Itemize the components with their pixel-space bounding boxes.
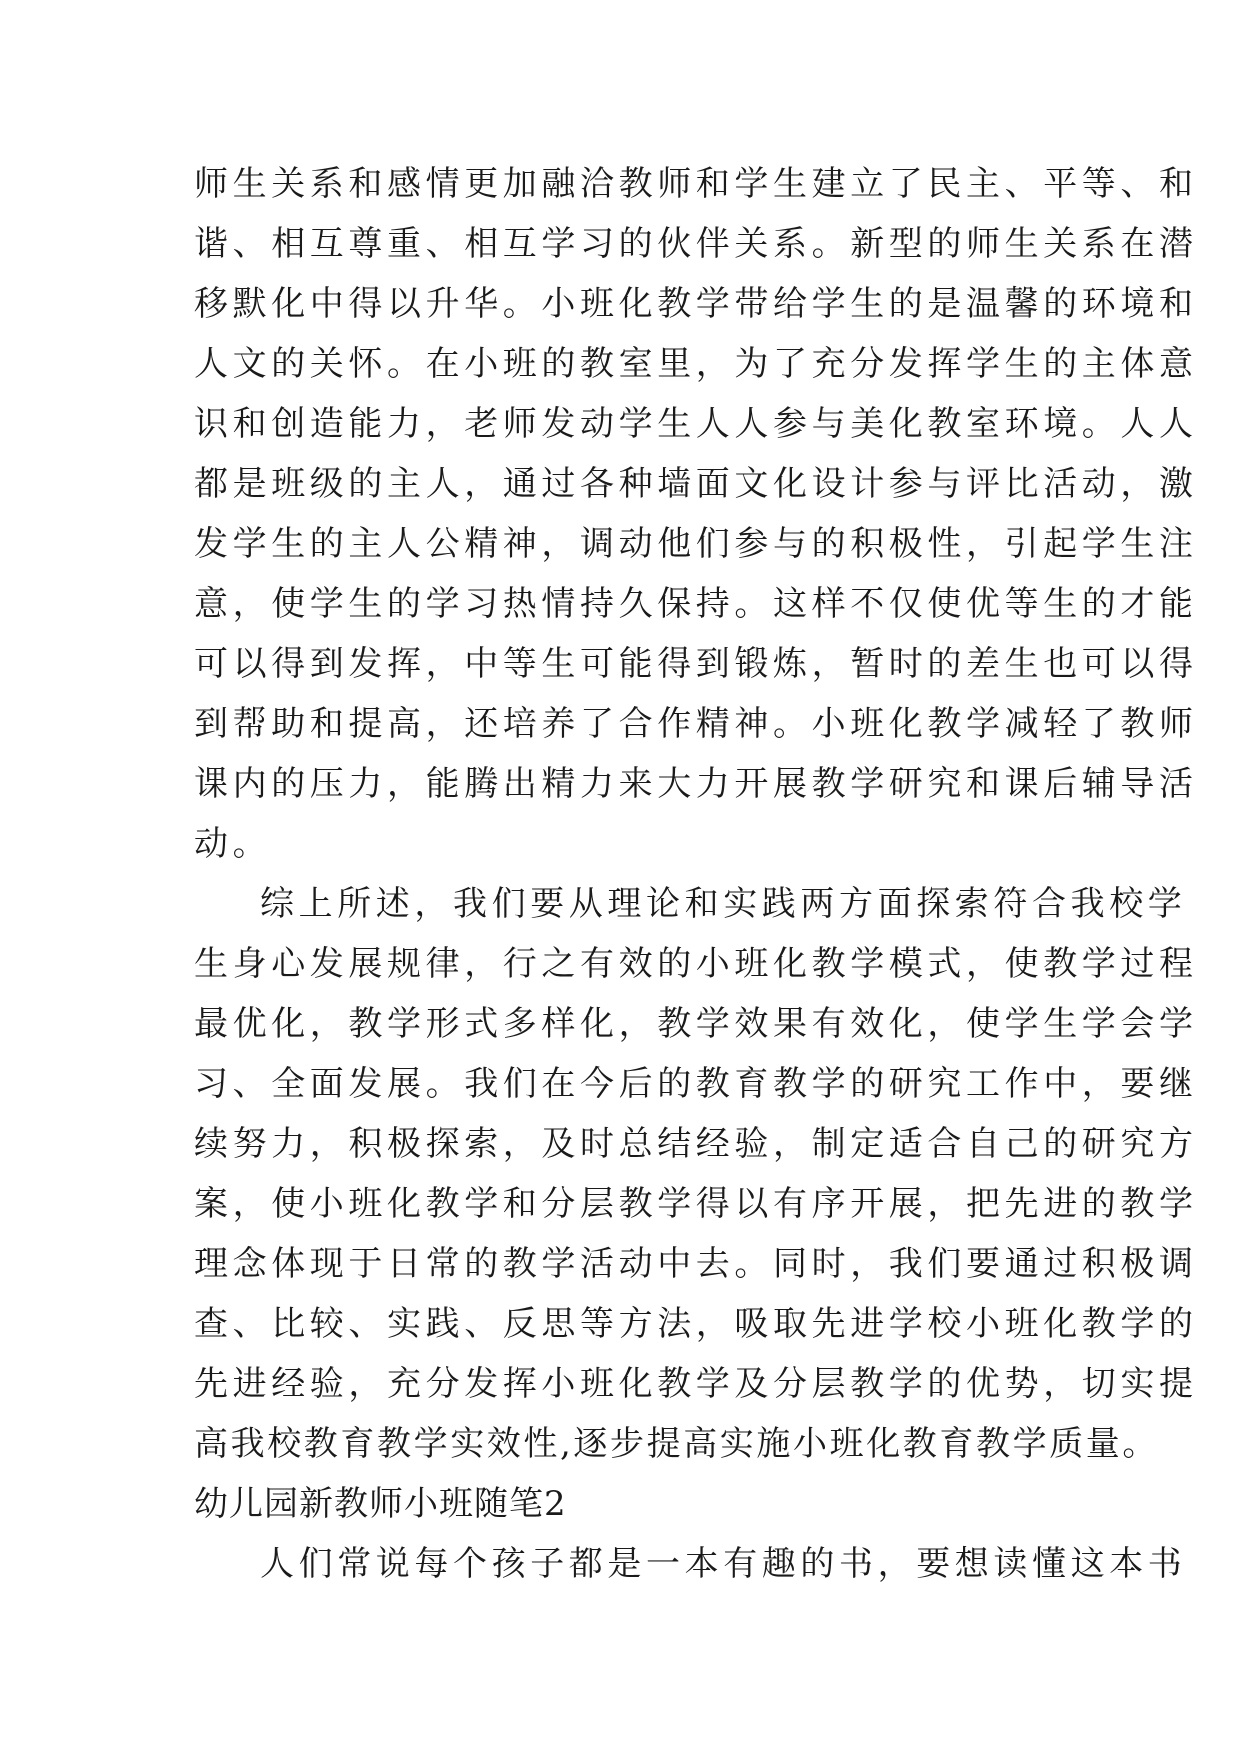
paragraph-1-line-11: 课内的压力，能腾出精力来大力开展教学研究和课后辅导活 [194,764,1198,804]
paragraph-2-line-10: 高我校教育教学实效性,逐步提高实施小班化教育教学质量。 [194,1424,1160,1464]
paragraph-2-line-1: 综上所述，我们要从理论和实践两方面探索符合我校学 [260,884,1187,924]
paragraph-2-line-5: 续努力，积极探索，及时总结经验，制定适合自己的研究方 [194,1124,1198,1164]
paragraph-2-line-6: 案，使小班化教学和分层教学得以有序开展，把先进的教学 [194,1184,1198,1224]
paragraph-1-line-7: 发学生的主人公精神，调动他们参与的积极性，引起学生注 [194,524,1198,564]
paragraph-2-line-2: 生身心发展规律，行之有效的小班化教学模式，使教学过程 [194,944,1198,984]
paragraph-1-line-12: 动。 [194,824,272,864]
paragraph-1-line-10: 到帮助和提高，还培养了合作精神。小班化教学减轻了教师 [194,704,1198,744]
paragraph-2-line-3: 最优化，教学形式多样化，教学效果有效化，使学生学会学 [194,1004,1198,1044]
paragraph-2-line-4: 习、全面发展。我们在今后的教育教学的研究工作中，要继 [194,1064,1198,1104]
paragraph-1-line-8: 意，使学生的学习热情持久保持。这样不仅使优等生的才能 [194,584,1198,624]
paragraph-2-line-8: 查、比较、实践、反思等方法，吸取先进学校小班化教学的 [194,1304,1198,1344]
paragraph-1-line-3: 移默化中得以升华。小班化教学带给学生的是温馨的环境和 [194,284,1198,324]
paragraph-2-line-7: 理念体现于日常的教学活动中去。同时，我们要通过积极调 [194,1244,1198,1284]
paragraph-1-line-6: 都是班级的主人，通过各种墙面文化设计参与评比活动，激 [194,464,1198,504]
section-heading: 幼儿园新教师小班随笔2 [194,1484,567,1524]
paragraph-3-line-1: 人们常说每个孩子都是一本有趣的书，要想读懂这本书 [260,1544,1187,1584]
paragraph-1-line-1: 师生关系和感情更加融洽教师和学生建立了民主、平等、和 [194,164,1198,204]
paragraph-1-line-4: 人文的关怀。在小班的教室里，为了充分发挥学生的主体意 [194,344,1198,384]
paragraph-2-line-9: 先进经验，充分发挥小班化教学及分层教学的优势，切实提 [194,1364,1198,1404]
paragraph-1-line-5: 识和创造能力，老师发动学生人人参与美化教室环境。人人 [194,404,1198,444]
paragraph-1-line-2: 谐、相互尊重、相互学习的伙伴关系。新型的师生关系在潜 [194,224,1198,264]
paragraph-1-line-9: 可以得到发挥，中等生可能得到锻炼，暂时的差生也可以得 [194,644,1198,684]
